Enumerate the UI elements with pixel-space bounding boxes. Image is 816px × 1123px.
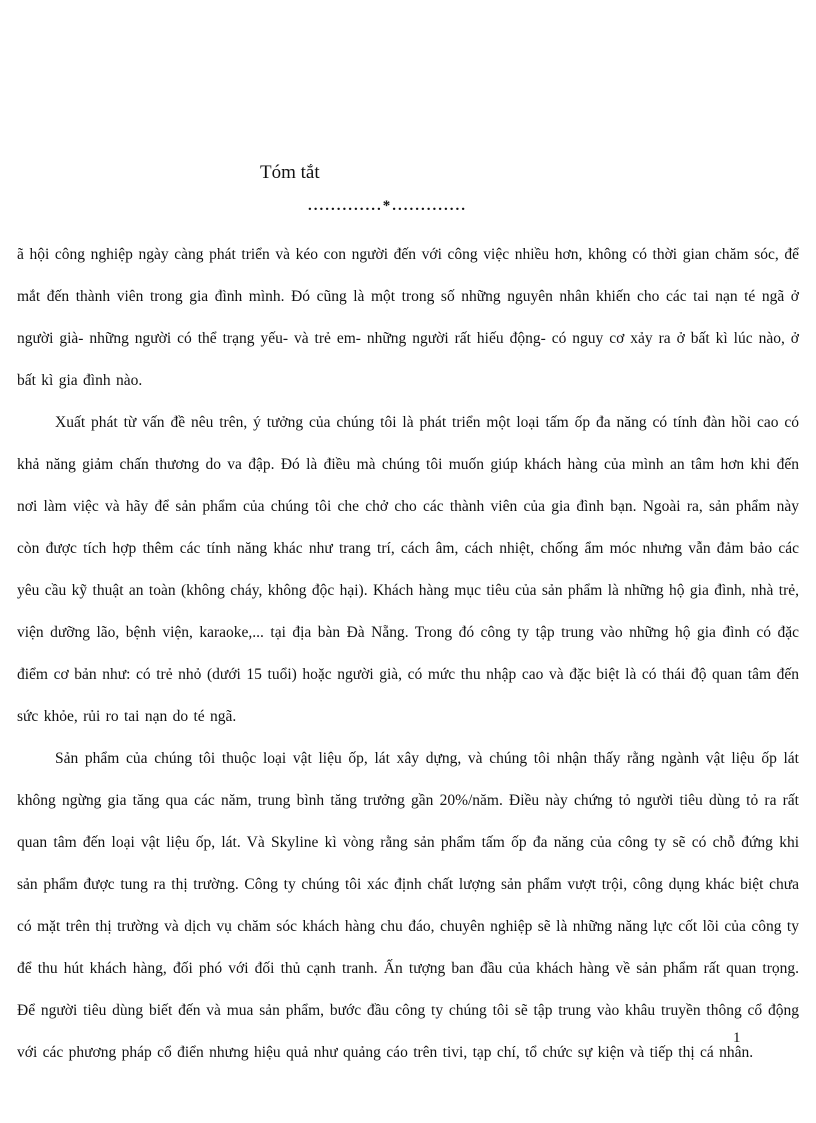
title-separator: .............*.............	[308, 198, 467, 214]
document-body	[17, 234, 799, 1074]
paragraph-market: Sản phẩm của chúng tôi thuộc loại vật liệu ốp, lát xây dựng, và chúng tôi nhận thấy rằng ngành vật liệu ốp lát không ngừng gia tăng qua các năm, trung bình tăng trưởng gần 20%/năm. Điều này chứng tỏ người tiêu dùng tỏ ra rất quan tâm đến loại vật liệu ốp, lát. Và Skyline kì vòng rằng sản phẩm tấm ốp đa năng của công ty sẽ có chỗ đứng khi sản phẩm được tung ra thị trường. Công ty chúng tôi xác định chất lượng sản phẩm vượt trội, công dụng khác biệt chưa có mặt trên thị trường và dịch vụ chăm sóc khách hàng chu đáo, chuyên nghiệp sẽ là những năng lực cốt lõi của công ty để thu hút khách hàng, đối phó với đối thủ cạnh tranh. Ấn tượng ban đầu của khách hàng về sản phẩm rất quan trọng. Để người tiêu dùng biết đến và mua sản phẩm, bước đầu công ty chúng tôi sẽ tập trung vào khâu truyền thông cổ động với các phương pháp cổ điển nhưng hiệu quả như quảng cáo trên tivi, tạp chí, tổ chức sự kiện và tiếp thị cá nhân.	[17, 750, 799, 1061]
paragraph-idea: Xuất phát từ vấn đề nêu trên, ý tưởng của chúng tôi là phát triển một loại tấm ốp đa năng có tính đàn hồi cao có khả năng giảm chấn thương do va đập. Đó là điều mà chúng tôi muốn giúp khách hàng của mình an tâm hơn khi đến nơi làm việc và hãy để sản phẩm của chúng tôi che chở cho các thành viên của gia đình bạn. Ngoài ra, sản phẩm này còn được tích hợp thêm các tính năng khác như trang trí, cách âm, cách nhiệt, chống ẩm móc nhưng vẫn đảm bảo các yêu cầu kỹ thuật an toàn (không cháy, không độc hại). Khách hàng mục tiêu của sản phẩm là những hộ gia đình, nhà trẻ, viện dưỡng lão, bệnh viện, karaoke,... tại địa bàn Đà Nẵng. Trong đó công ty tập trung vào những hộ gia đình có đặc điểm cơ bản như: có trẻ nhỏ (dưới 15 tuổi) hoặc người già, có mức thu nhập cao và đặc biệt là có thái độ quan tâm đến sức khỏe, rủi ro tai nạn do té ngã.	[17, 414, 800, 725]
paragraph-intro: ã hội công nghiệp ngày càng phát triển và kéo con người đến với công việc nhiều hơn, không có thời gian chăm sóc, để mắt đến thành viên trong gia đình mình. Đó cũng là một trong số những nguyên nhân khiến cho các tai nạn té ngã ở người già- những người có thể trạng yếu- và trẻ em- những người rất hiếu động- có nguy cơ xảy ra ở bất kì lúc nào, ở bất kì gia đình nào.	[17, 246, 799, 389]
page-number: 1	[733, 1030, 741, 1046]
document-title: Tóm tắt	[260, 162, 320, 183]
